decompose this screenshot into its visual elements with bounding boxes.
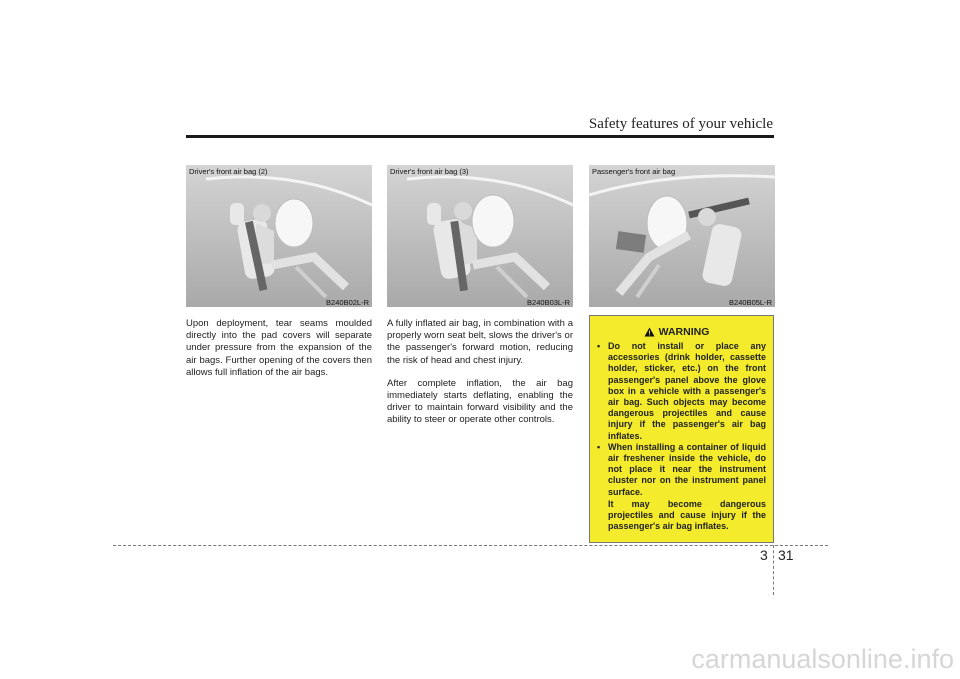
bullet-icon: •: [597, 441, 601, 452]
chapter-number: 3: [760, 547, 768, 563]
figure-driver-airbag-3: [387, 165, 573, 307]
footer-dashed-divider: [773, 545, 774, 595]
watermark: carmanualsonline.info: [691, 644, 954, 674]
bullet-icon: •: [597, 341, 601, 351]
warning-item: [597, 442, 766, 533]
driver-airbag-inflated-illustration: [387, 165, 573, 307]
figure-caption: Passenger's front air bag: [592, 167, 676, 176]
footer-dashed-rule: [113, 545, 828, 546]
page-header-title: Safety features of your vehicle: [588, 116, 773, 132]
passenger-airbag-illustration: [589, 165, 775, 307]
warning-triangle-icon: [644, 327, 655, 337]
figure-code: B240B03L-R: [527, 298, 570, 307]
warning-title: WARNING: [658, 326, 710, 338]
warning-item-text: Do not install or place any accessories (drink holder, cassette holder, sticker, etc.) on the front passenger's panel above the glove box in a vehicle with a passenger's air bag. Such objects may become dangerous projectiles and cause injury if the passenger's air bag inflates.: [608, 341, 766, 441]
figure-caption: Driver's front air bag (3): [390, 167, 469, 176]
warning-box: [589, 315, 774, 543]
column-2-text: [387, 318, 573, 438]
warning-item-text: When installing a container of liquid air freshener inside the vehicle, do not place it near the instrument cluster nor on the instrument panel surface.: [608, 441, 766, 497]
warning-header: [587, 326, 766, 338]
column-1-text: [186, 318, 372, 390]
header-rule: [186, 135, 774, 138]
warning-item: [597, 341, 766, 442]
figure-passenger-airbag: [589, 165, 775, 307]
warning-item-extra-text: It may become dangerous projectiles and cause injury if the passenger's air bag inflates.: [608, 498, 766, 532]
figure-code: B240B05L-R: [729, 298, 772, 307]
driver-airbag-illustration: [186, 165, 372, 307]
warning-list: [597, 341, 766, 532]
figure-caption: Driver's front air bag (2): [189, 167, 268, 176]
deployment-paragraph: Upon deployment, tear seams moulded directly into the pad covers will separate under pressure from the expansion of the air bags. Further opening of the covers then allows full inflation of the air bags.: [186, 318, 372, 378]
figure-code: B240B02L-R: [326, 298, 369, 307]
figure-driver-airbag-2: [186, 165, 372, 307]
inflation-paragraph: A fully inflated air bag, in combination with a properly worn seat belt, slows the driver's or the passenger's forward motion, reducing the risk of head and chest injury.: [387, 318, 573, 366]
deflation-paragraph: After complete inflation, the air bag immediately starts deflating, enabling the driver to maintain forward visibility and the ability to steer or operate other controls.: [387, 377, 573, 426]
page-number: 31: [778, 547, 794, 563]
